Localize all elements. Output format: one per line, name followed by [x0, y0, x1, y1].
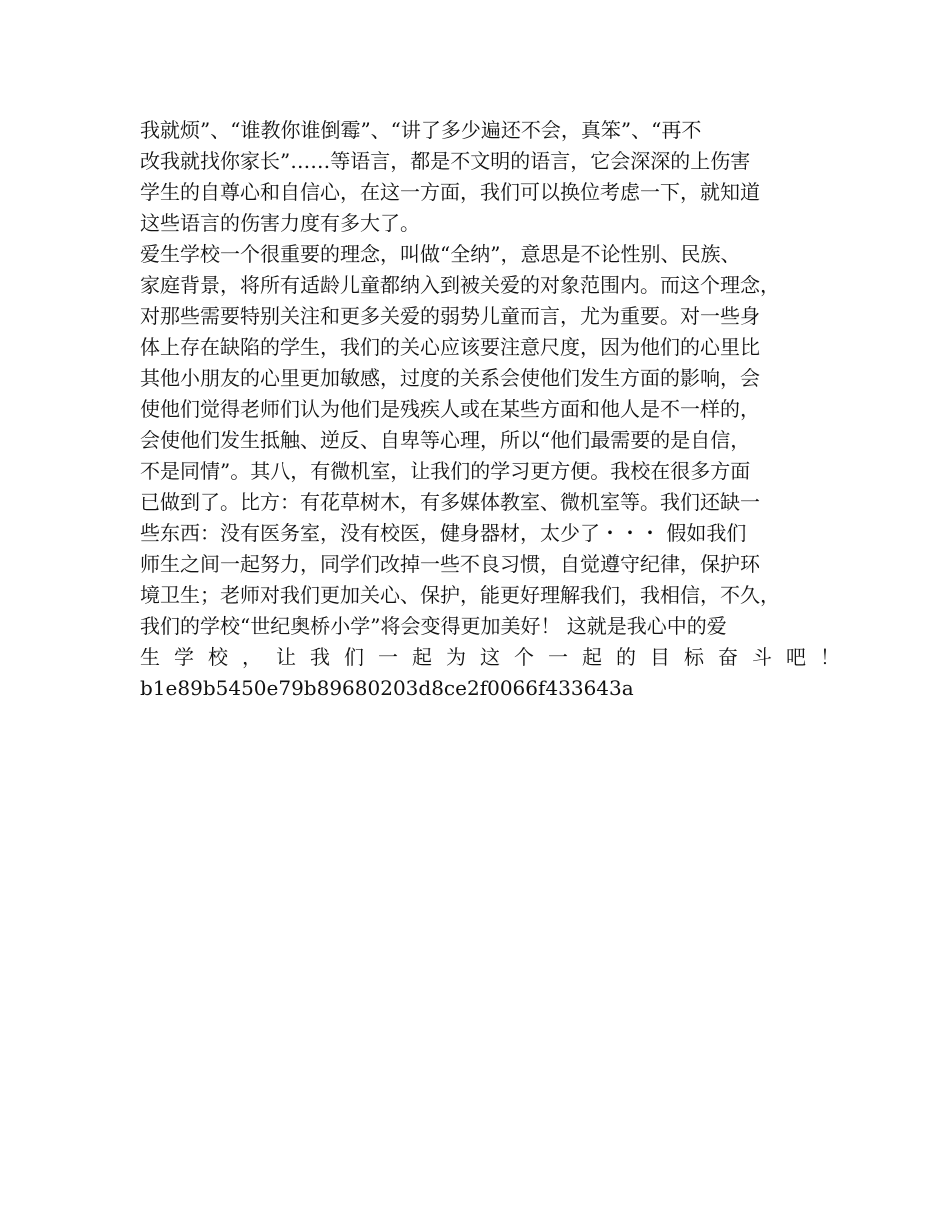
text-line: 师生之间一起努力，同学们改掉一些不良习惯，自觉遵守纪律，保护环 [140, 552, 760, 576]
text-line: 些东西：没有医务室，没有校医，健身器材，太少了・・・ 假如我们 [140, 521, 747, 545]
text-line: 体上存在缺陷的学生，我们的关心应该要注意尺度，因为他们的心里比 [140, 335, 760, 359]
text-line: 已做到了。比方：有花草树木，有多媒体教室、微机室等。我们还缺一 [140, 490, 760, 514]
text-line: 对那些需要特别关注和更多关爱的弱势儿童而言，尤为重要。对一些身 [140, 304, 760, 328]
text-line: 这些语言的伤害力度有多大了。 [140, 211, 420, 235]
text-line: 境卫生；老师对我们更加关心、保护，能更好理解我们，我相信，不久， [140, 583, 780, 607]
hash-line: b1e89b5450e79b89680203d8ce2f0066f433643a [140, 676, 634, 700]
text-line: 家庭背景，将所有适龄儿童都纳入到被关爱的对象范围内。而这个理念， [140, 273, 780, 297]
text-line: 其他小朋友的心里更加敏感，过度的关系会使他们发生方面的影响，会 [140, 366, 760, 390]
text-line: 我们的学校“世纪奥桥小学”将会变得更加美好！ 这就是我心中的爱 [140, 614, 727, 638]
text-line: 爱生学校一个很重要的理念，叫做“全纳”，意思是不论性别、民族、 [140, 242, 741, 266]
text-line: 改我就找你家长”……等语言，都是不文明的语言，它会深深的上伤害 [140, 149, 751, 173]
text-line: 不是同情”。其八，有微机室，让我们的学习更方便。我校在很多方面 [140, 459, 751, 483]
body-text [140, 115, 840, 704]
text-line: 我就烦”、“谁教你谁倒霉”、“讲了多少遍还不会，真笨”、“再不 [140, 118, 702, 142]
text-line-justified: 生学校，让我们一起为这个一起的目标奋斗吧！ [140, 645, 840, 669]
text-line: 学生的自尊心和自信心，在这一方面，我们可以换位考虑一下，就知道 [140, 180, 760, 204]
text-line: 使他们觉得老师们认为他们是残疾人或在某些方面和他人是不一样的， [140, 397, 760, 421]
text-line: 会使他们发生抵触、逆反、自卑等心理，所以“他们最需要的是自信， [140, 428, 751, 452]
